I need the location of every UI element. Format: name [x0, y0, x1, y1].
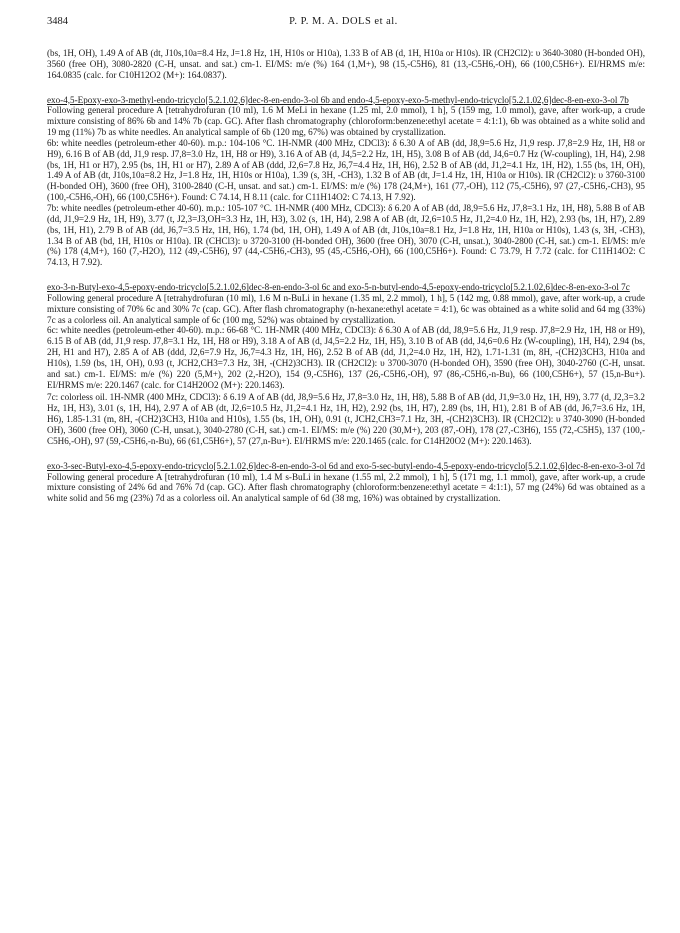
section-heading-6d-7d: exo-3-sec-Butyl-exo-4,5-epoxy-endo-tricyclo[5.2.1.02,6]dec-8-en-endo-3-ol 6d and exo-5-sec-butyl-endo-4,5-epoxy-endo-tricyclo[5.2.1.02,6]dec-8-en-exo-3-ol 7d	[47, 460, 645, 471]
data-paragraph-6c: 6c: white needles (petroleum-ether 40-60). m.p.: 66-68 °C. 1H-NMR (400 MHz, CDCl3): δ 6.30 A of AB (dd, J8,9=5.6 Hz, J1,9 resp. J7,8=2.9 Hz, 1H, H8 or H9), 6.15 B of AB (dd, J1,9 resp. J7,8=3.1 Hz, 1H, H8 or H9), 3.18 A of AB (d, J4,5=2.2 Hz, 1H, H5), 3.10 B of AB (dd, J4,6=0.6 Hz (W-coupling), 1H, H4), 2.94 (bs, 2H, H1 and H7), 2.85 A of AB (ddd, J2,6=7.9 Hz, J6,7=4.3 Hz, 1H, H6), 2.52 B of AB (dd, J1,2=4.0 Hz, 1H, H2), 1.71-1.31 (m, 8H, -(CH2)3CH3, H10a and H10s), 1.59 (bs, 1H, OH), 0.93 (t, JCH2,CH3=7.3 Hz, 3H, -(CH2)3CH3). IR (CH2Cl2): υ 3700-3070 (H-bonded OH), 3590 (free OH), 3040-2760 (C-H, unsat. and sat.) cm-1. EI/MS: m/e (%) 220 (5,M+), 202 (2,-H2O), 154 (9,-C5H6), 137 (26,-C5H6,-OH), 97 (86,-C5H6,-n-Bu), 66 (100,C5H6+), 57 (15,n-Bu+). EI/HRMS m/e: 220.1467 (calc. for C14H20O2 (M+): 220.1463).	[47, 325, 645, 390]
data-paragraph-7b: 7b: white needles (petroleum-ether 40-60). m.p.: 105-107 °C. 1H-NMR (400 MHz, CDCl3): δ 6.20 A of AB (dd, J8,9=5.6 Hz, J7,8=3.1 Hz, 1H, H8), 5.88 B of AB (dd, J1,9=2.9 Hz, 1H, H9), 3.77 (t, J2,3=J3,OH=3.3 Hz, 1H, H3), 3.02 (s, 1H, H4), 2.98 A of AB (dt, J2,6=10.5 Hz, J1,2=4.0 Hz, 1H, H2), 2.93 (bs, 1H, H7), 2.89 (bs, 1H, H1), 2.79 B of AB (dd, J6,7=3.5 Hz, 1H, H6), 1.74 (bd, 1H, OH), 1.49 A of AB (dt, J10s,10a=8.1 Hz, J=1.8 Hz, 1H, H10a or H10s), 1.43 (s, 3H, -CH3), 1.34 B of AB (bd, 1H, H10s or H10a). IR (CHCl3): υ 3720-3100 (H-bonded OH), 3600 (free OH), 3070 (C-H, unsat.), 3040-2800 (C-H, sat.) cm-1. EI/MS: m/e (%) 178 (4,M+), 160 (7,-H2O), 112 (49,-C5H6), 97 (44,-C5H6,-CH3), 95 (45,-C5H6,-OH), 66 (100,C5H6+). Found: C 73.79, H 7.72 (calc. for C11H14O2: C 74.13, H 7.92).	[47, 202, 645, 268]
page-number: 3484	[47, 16, 68, 27]
procedure-paragraph-6b-7b: Following general procedure A [tetrahydrofuran (10 ml), 1.6 M MeLi in hexane (1.25 ml, 2.0 mmol), 1 h], 5 (159 mg, 1.0 mmol), gave, after work-up, a crude mixture consisting of 86% 6b and 14% 7b (cap. GC). After flash chromatography (chloroform:benzene:ethyl acetate = 4:1:1), 6b was obtained as a white solid and 19 mg (11%) 7b as white needles. An analytical sample of 6b (120 mg, 67%) was obtained by crystallization.	[47, 105, 645, 138]
procedure-paragraph-6d-7d: Following general procedure A [tetrahydrofuran (10 ml), 1.4 M s-BuLi in hexane (1.55 ml, 2.2 mmol), 1 h], 5 (171 mg, 1.1 mmol), gave, after work-up, a crude mixture consisting of 24% 6d and 76% 7d (cap. GC). After flash chromatography (chloroform:benzene:ethyl acetate = 4:1:1), 57 mg (24%) 6d was obtained as a white solid and 56 mg (23%) 7d as a colorless oil. An analytical sample of 6d (38 mg, 16%) was obtained by crystallization.	[47, 471, 645, 504]
article-body	[47, 48, 645, 504]
section-heading-6b-7b: exo-4,5-Epoxy-exo-3-methyl-endo-tricyclo[5.2.1.02,6]dec-8-en-endo-3-ol 6b and endo-4,5-epoxy-exo-5-methyl-endo-tricyclo[5.2.1.02,6]dec-8-en-exo-3-ol 7b	[47, 94, 629, 105]
running-head: P. P. M. A. DOLS et al.	[289, 16, 398, 27]
data-paragraph-6b: 6b: white needles (petroleum-ether 40-60). m.p.: 104-106 °C. 1H-NMR (400 MHz, CDCl3): δ 6.30 A of AB (dd, J8,9=5.6 Hz, J1,9 resp. J7,8=2.9 Hz, 1H, H8 or H9), 6.16 B of AB (dd, J1,9 resp. J7,8=3.0 Hz, 1H, H8 or H9), 3.16 A of AB (d, J4,5=2.2 Hz, 1H, H5), 3.08 B of AB (dd, J4,6=0.7 Hz (W-coupling), 1H, H4), 2.98 (bs, 1H, H1 or H7), 2.95 (bs, 1H, H1 or H7), 2.89 A of AB (ddd, J2,6=7.8 Hz, J6,7=4.4 Hz, 1H, H6), 2.52 B of AB (dd, J1,2=4.1 Hz, 1H, H2), 1.55 (bs, 1H, OH), 1.49 A of AB (dt, J10s,10a=8.2 Hz, J=1.8 Hz, 1H, H10s or H10a), 1.39 (s, 3H, -CH3), 1.32 B of AB (dt, J=1.4 Hz, 1H, H10a or H10s). IR (CH2Cl2): υ 3760-3100 (H-bonded OH), 3600 (free OH), 3100-2840 (C-H, unsat. and sat.) cm-1. EI/MS: m/e (%) 178 (24,M+), 161 (77,-OH), 112 (75,-C5H6), 97 (27,-C5H6,-CH3), 95 (100,-C5H6,-OH), 66 (100,C5H6+). Found: C 74.14, H 8.11 (calc. for C11H14O2: C 74.13, H 7.92).	[47, 137, 645, 203]
procedure-paragraph-6c-7c: Following general procedure A [tetrahydrofuran (10 ml), 1.6 M n-BuLi in hexane (1.35 ml, 2.2 mmol), 1 h], 5 (142 mg, 0.88 mmol), gave, after work-up, a crude mixture consisting of 70% 6c and 30% 7c (cap. GC). After flash chromatography (n-hexane:ethyl acetate = 4:1), 6c was obtained as a white solid and 64 mg (33%) 7c as a colorless oil. An analytical sample of 6c (100 mg, 52%) was obtained by crystallization.	[47, 292, 645, 325]
section-heading-6c-7c: exo-3-n-Butyl-exo-4,5-epoxy-endo-tricyclo[5.2.1.02,6]dec-8-en-endo-3-ol 6c and exo-5-n-butyl-endo-4,5-epoxy-endo-tricyclo[5.2.1.02,6]dec-8-en-exo-3-ol 7c	[47, 282, 630, 293]
intro-paragraph: (bs, 1H, OH), 1.49 A of AB (dt, J10s,10a=8.4 Hz, J=1.8 Hz, 1H, H10s or H10a), 1.33 B of AB (d, 1H, H10a or H10s). IR (CH2Cl2): υ 3640-3080 (H-bonded OH), 3560 (free OH), 3080-2820 (C-H, unsat. and sat.) cm-1. EI/MS: m/e (%) 164 (1,M+), 98 (15,-C5H6), 81 (13,-C5H6,-OH), 66 (100,C5H6+). EI/HRMS m/e: 164.0835 (calc. for C10H12O2 (M+): 164.0837).	[47, 48, 645, 80]
data-paragraph-7c: 7c: colorless oil. 1H-NMR (400 MHz, CDCl3): δ 6.19 A of AB (dd, J8,9=5.6 Hz, J7,8=3.0 Hz, 1H, H8), 5.88 B of AB (dd, J1,9=3.0 Hz, 1H, H9), 3.77 (d, J2,3=3.2 Hz, 1H, H3), 3.01 (s, 1H, H4), 2.97 A of AB (dt, J2,6=10.5 Hz, J1,2=4.1 Hz, 1H, H2), 2.92 (bs, 1H, H7), 2.89 (bs, 1H, H1), 2.81 B of AB (dd, J6,7=3.6 Hz, 1H, H6), 1.85-1.31 (m, 8H, -(CH2)3CH3, H10a and H10s), 1.55 (bs, 1H, OH), 0.91 (t, JCH2,CH3=7.1 Hz, 3H, -(CH2)3CH3). IR (CH2Cl2): υ 3740-3090 (H-bonded OH), 3600 (free OH), 3060 (C-H, unsat.), 3040-2780 (C-H, sat.) cm-1. EI/MS: m/e (%) 220 (30,M+), 203 (87,-OH), 178 (27,-C3H6), 155 (72,-C5H5), 137 (100,-C5H6,-OH), 97 (59,-C5H6,-n-Bu), 66 (61,C5H6+), 57 (27,n-Bu+). EI/HRMS m/e: 220.1465 (calc. for C14H20O2 (M+): 220.1463).	[47, 392, 645, 446]
page-header	[47, 16, 640, 32]
